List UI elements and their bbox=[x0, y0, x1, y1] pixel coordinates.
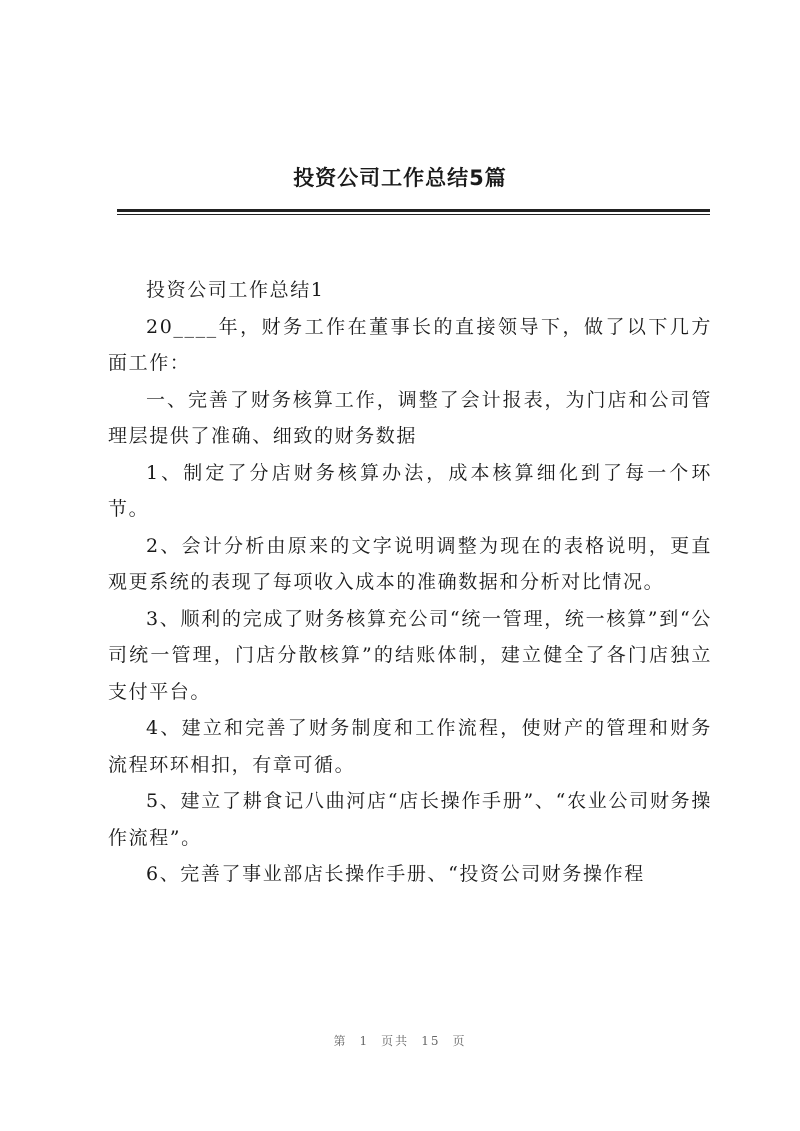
paragraph-item-1: 1、制定了分店财务核算办法，成本核算细化到了每一个环节。 bbox=[108, 461, 712, 520]
paragraph-item-3: 3、顺利的完成了财务核算充公司“统一管理，统一核算”到“公司统一管理，门店分散核算”的结账体制，建立健全了各门店独立支付平台。 bbox=[108, 607, 712, 703]
paragraph-item-2: 2、会计分析由原来的文字说明调整为现在的表格说明，更直观更系统的表现了每项收入成本的准确数据和分析对比情况。 bbox=[108, 534, 712, 593]
document-title: 投资公司工作总结5篇 bbox=[293, 166, 507, 190]
paragraph-item-5: 5、建立了耕食记八曲河店“店长操作手册”、“农业公司财务操作流程”。 bbox=[108, 790, 712, 849]
footer-page-number: 1 bbox=[359, 1034, 370, 1048]
paragraph-item-4: 4、建立和完善了财务制度和工作流程，使财产的管理和财务流程环环相扣，有章可循。 bbox=[108, 717, 712, 776]
title-underline-thick bbox=[117, 209, 710, 212]
page-footer bbox=[0, 1032, 800, 1049]
paragraph-point-one: 一、完善了财务核算工作，调整了会计报表，为门店和公司管理层提供了准确、细致的财务数据 bbox=[108, 388, 712, 447]
title-underline-thin bbox=[117, 214, 710, 215]
footer-label-page: 第 bbox=[333, 1034, 348, 1048]
footer-total-pages: 15 bbox=[421, 1034, 441, 1048]
document-body bbox=[108, 272, 712, 893]
paragraph-item-6: 6、完善了事业部店长操作手册、“投资公司财务操作程 bbox=[146, 863, 645, 885]
paragraph-intro: 20____年，财务工作在董事长的直接领导下，做了以下几方面工作： bbox=[108, 315, 712, 374]
footer-label-pages: 页 bbox=[452, 1034, 467, 1048]
section-heading: 投资公司工作总结1 bbox=[146, 279, 325, 301]
footer-label-of: 页共 bbox=[381, 1034, 410, 1048]
